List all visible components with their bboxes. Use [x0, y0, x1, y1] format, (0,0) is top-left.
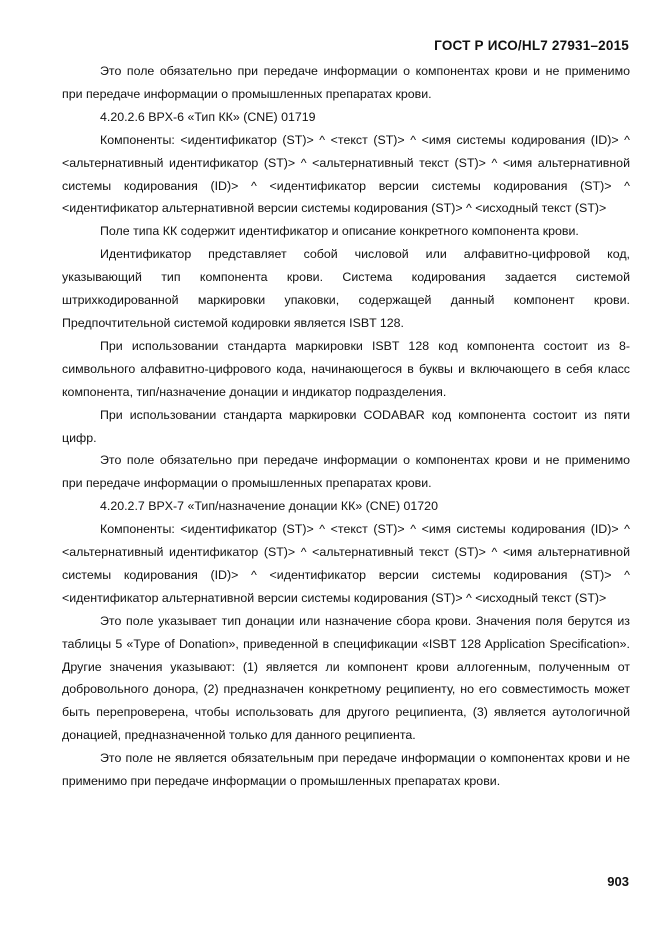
- paragraph: Поле типа КК содержит идентификатор и описание конкретного компонента крови.: [100, 224, 579, 239]
- paragraph: При использовании стандарта маркировки ISBT 128 код компонента состоит из 8-символьного алфавитно-цифрового кода, начинающегося в буквы и включающего в себя класс компонента, тип/назначение донации и индикатор подразделения.: [62, 338, 630, 399]
- paragraph: Это поле обязательно при передаче информации о компонентах крови и не применимо при передаче информации о промышленных препаратах крови.: [62, 64, 630, 101]
- paragraph: Идентификатор представляет собой числовой или алфавитно-цифровой код, указывающий тип компонента крови. Система кодирования задается системой штрихкодированной маркировки упаковки, содержащей данный компонент крови. Предпочтительной системой кодировки является ISBT 128.: [62, 247, 630, 330]
- paragraph: Это поле обязательно при передаче информации о компонентах крови и не применимо при передаче информации о промышленных препаратах крови.: [62, 453, 630, 491]
- paragraph: Это поле не является обязательным при передаче информации о компонентах крови и не применимо при передаче информации о промышленных препаратах крови.: [62, 751, 630, 789]
- section-heading: 4.20.2.7 BPX-7 «Тип/назначение донации КК» (CNE) 01720: [100, 499, 438, 514]
- body-text: [62, 60, 630, 793]
- standard-header: ГОСТ Р ИСО/HL7 27931–2015: [434, 38, 629, 53]
- paragraph: Компоненты: <идентификатор (ST)> ^ <текст (ST)> ^ <имя системы кодирования (ID)> ^ <альтернативный идентификатор (ST)> ^ <альтернативный текст (ST)> ^ <имя альтернативной системы кодирования (ID)> ^ <идентификатор версии системы кодирования (ST)> ^ <идентификатор альтернативной версии системы кодирования (ST)> ^ <исходный текст (ST)>: [62, 522, 630, 605]
- paragraph: Компоненты: <идентификатор (ST)> ^ <текст (ST)> ^ <имя системы кодирования (ID)> ^ <альтернативный идентификатор (ST)> ^ <альтернативный текст (ST)> ^ <имя альтернативной системы кодирования (ID)> ^ <идентификатор версии системы кодирования (ST)> ^ <идентификатор альтернативной версии системы кодирования (ST)> ^ <исходный текст (ST)>: [62, 132, 630, 216]
- paragraph: Это поле указывает тип донации или назначение сбора крови. Значения поля берутся из таблицы 5 «Type of Donation», приведенной в спецификации «ISBT 128 Application Specification». Другие значения указывают: (1) является ли компонент крови аллогенным, полученным от добровольного донора, (2) предназначен конкретному реципиенту, но его совместимость может быть перепроверена, чтобы использовать для другого реципиента, (3) является аутологичной донацией, предназначенной только для данного реципиента.: [62, 613, 630, 743]
- paragraph: При использовании стандарта маркировки CODABAR код компонента состоит из пяти цифр.: [62, 407, 630, 445]
- page-number: 903: [607, 874, 629, 889]
- section-heading: 4.20.2.6 BPX-6 «Тип КК» (CNE) 01719: [100, 109, 316, 124]
